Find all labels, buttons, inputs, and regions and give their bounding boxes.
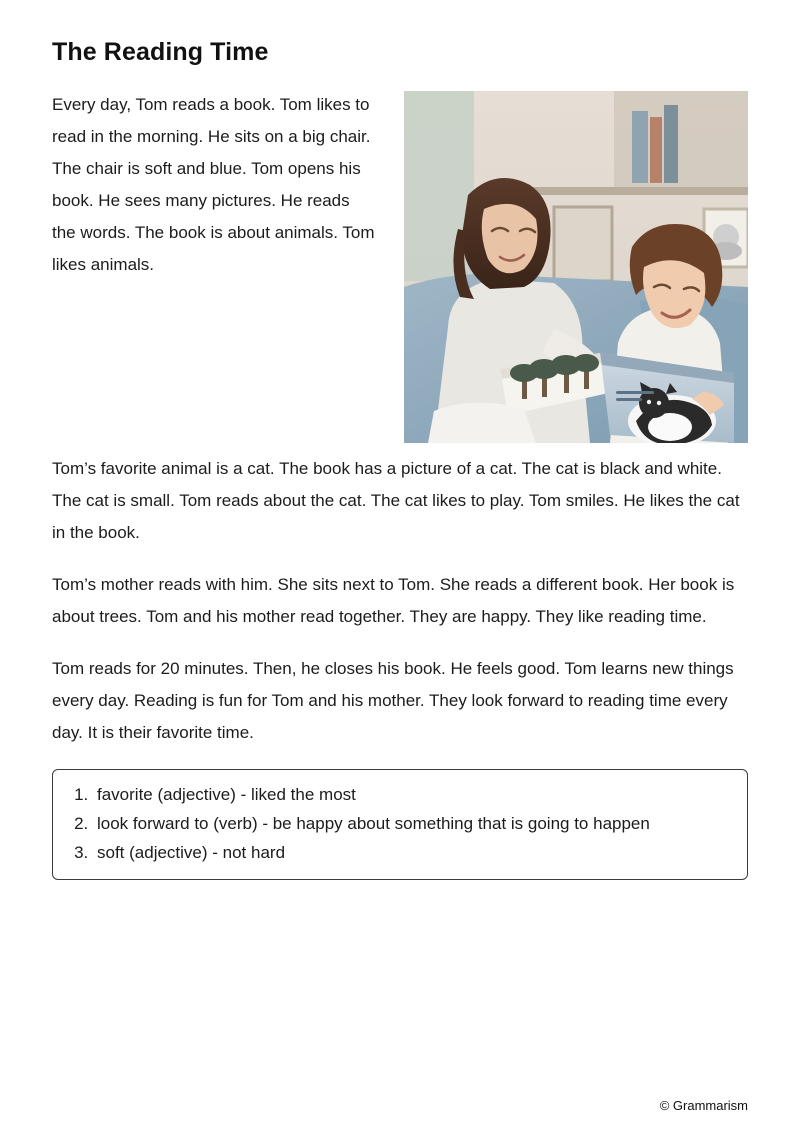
intro-section (52, 89, 748, 449)
paragraph-4: Tom reads for 20 minutes. Then, he closes his book. He feels good. Tom learns new things every day. Reading is fun for Tom and his mother. They look forward to reading time every day. It is their favorite time. (52, 658, 734, 742)
paragraph-2: Tom’s favorite animal is a cat. The book has a picture of a cat. The cat is black and white. The cat is small. Tom reads about the cat. The cat likes to play. Tom smiles. He likes the cat in the book. (52, 459, 740, 542)
copyright-footer: © Grammarism (659, 1098, 748, 1113)
paragraph-1: Every day, Tom reads a book. Tom likes to read in the morning. He sits on a big chair. The chair is soft and blue. Tom opens his book. He sees many pictures. He reads the words. The book is about animals. Tom likes animals. (52, 95, 375, 274)
reading-photo-illustration (404, 91, 748, 443)
vocabulary-list (69, 780, 731, 868)
page-title: The Reading Time (52, 38, 269, 66)
reading-photo (404, 91, 748, 443)
paragraph-3: Tom’s mother reads with him. She sits next to Tom. She reads a different book. Her book is about trees. Tom and his mother read together. They are happy. They like reading time. (52, 574, 735, 626)
list-item: 1. favorite (adjective) - liked the most (93, 780, 731, 809)
vocabulary-box (52, 769, 748, 881)
list-item: 3. soft (adjective) - not hard (93, 838, 731, 867)
list-item: 2. look forward to (verb) - be happy about something that is going to happen (93, 809, 731, 838)
